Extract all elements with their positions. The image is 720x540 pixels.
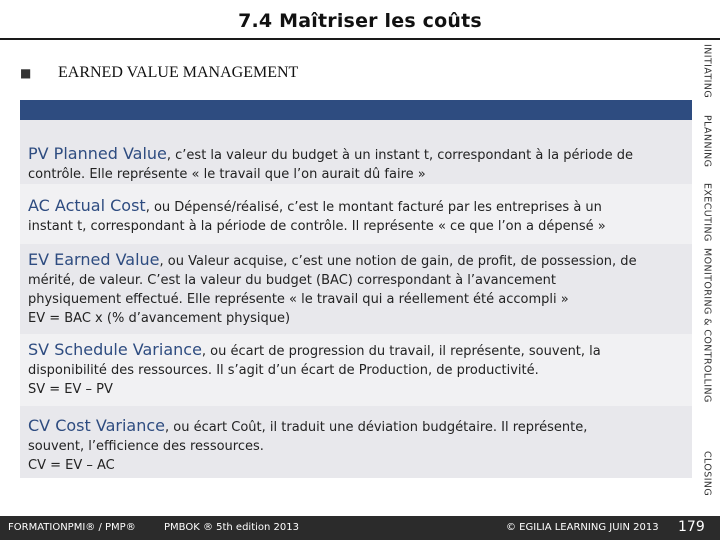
sidebar-item-planning: PLANNING xyxy=(701,114,713,168)
definition-row-ac xyxy=(20,184,692,244)
definition-ac-line-1: , ou Dépensé/réalisé, c’est le montant facturé par les entreprises à un xyxy=(145,200,602,215)
definition-row-sv xyxy=(20,334,692,406)
slide-header xyxy=(0,0,720,40)
definition-cv-line-1: , ou écart Coût, il traduit une déviation budgétaire. Il représente, xyxy=(164,420,588,435)
definition-row-pv xyxy=(20,120,692,184)
accent-band xyxy=(20,100,692,120)
definition-ac-line-2: instant t, correspondant à la période de contrôle. Il représente « ce que l’on a dépensé » xyxy=(28,219,606,234)
definition-row-cv xyxy=(20,406,692,478)
definition-pv-line-1: , c’est la valeur du budget à un instant t, correspondant à la période de xyxy=(166,148,633,163)
term-ac: AC Actual Cost xyxy=(28,196,146,215)
definition-row-ev xyxy=(20,244,692,334)
definition-pv-line-2: contrôle. Elle représente « le travail que l’on aurait dû faire » xyxy=(28,167,426,182)
slide-title: 7.4 Maîtriser les coûts xyxy=(238,10,482,32)
definition-cv-formula: CV = EV – AC xyxy=(28,458,115,473)
definition-sv-formula: SV = EV – PV xyxy=(28,382,113,397)
definition-ev-line-1: , ou Valeur acquise, c’est une notion de gain, de profit, de possession, de xyxy=(159,254,637,269)
section-header-label: EARNED VALUE MANAGEMENT xyxy=(58,64,299,81)
definition-ev-line-2: mérité, de valeur. C’est la valeur du budget (BAC) correspondant à l’avancement xyxy=(28,273,557,288)
definition-sv-line-1: , ou écart de progression du travail, il représente, souvent, la xyxy=(201,344,601,359)
definition-cv-line-2: souvent, l’efficience des ressources. xyxy=(28,439,264,454)
sidebar-item-initiating: INITIATING xyxy=(701,43,713,99)
square-bullet-icon: ■ xyxy=(20,66,32,80)
slide-footer xyxy=(0,516,720,540)
sidebar-item-closing: CLOSING xyxy=(701,451,713,497)
footer-brand: FORMATIONPMI® / PMP® xyxy=(8,522,136,533)
process-group-sidebar xyxy=(694,40,720,518)
sidebar-item-executing: EXECUTING xyxy=(701,182,713,242)
page-number: 179 xyxy=(678,519,705,535)
term-cv: CV Cost Variance xyxy=(28,416,165,435)
term-pv: PV Planned Value xyxy=(28,144,167,163)
section-header xyxy=(20,62,680,86)
term-ev: EV Earned Value xyxy=(28,250,160,269)
sidebar-item-monitoring-controlling: MONITORING & CONTROLLING xyxy=(701,247,713,403)
definition-ev-line-3: physiquement effectué. Elle représente « le travail qui a réellement été accompli » xyxy=(28,292,569,307)
definition-sv-line-2: disponibilité des ressources. Il s’agit d’un écart de Production, de productivité. xyxy=(28,363,539,378)
term-sv: SV Schedule Variance xyxy=(28,340,202,359)
definition-ev-formula: EV = BAC x (% d’avancement physique) xyxy=(28,311,291,326)
footer-reference: PMBOK ® 5th edition 2013 xyxy=(164,522,299,533)
header-divider xyxy=(0,38,720,40)
footer-copyright: © EGILIA LEARNING JUIN 2013 xyxy=(506,522,659,533)
